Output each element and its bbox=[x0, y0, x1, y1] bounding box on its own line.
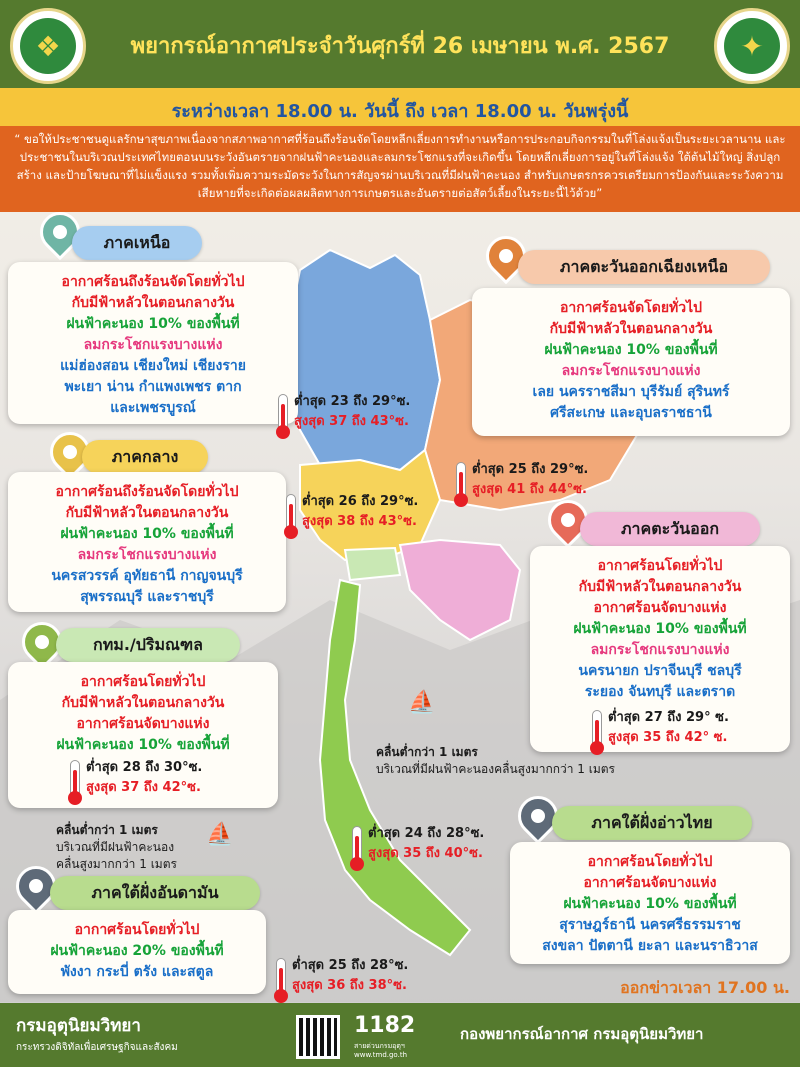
thermometer-icon bbox=[278, 394, 288, 434]
hotline-subtext: สายด่วนกรมอุตุฯ www.tmd.go.th bbox=[354, 1042, 407, 1059]
east-line-7: ระยอง จันทบุรี และตราด bbox=[584, 684, 736, 700]
deity-emblem-icon: ❖ bbox=[20, 18, 76, 74]
footer-office: กองพยากรณ์อากาศ กรมอุตุนิยมวิทยา bbox=[460, 1025, 704, 1043]
north-line-3: ฝนฟ้าคะนอง 10% ของพื้นที่ bbox=[66, 316, 240, 332]
north-line-2: กับมีฟ้าหลัวในตอนกลางวัน bbox=[71, 295, 235, 311]
bangkok-line-1: อากาศร้อนโดยทั่วไป bbox=[80, 674, 206, 690]
south-andaman-temp-max: สูงสุด 36 ถึง 38°ซ. bbox=[292, 978, 407, 993]
gulf-wave-title: คลื่นต่ำกว่า 1 เมตร bbox=[376, 745, 478, 759]
north-temp-min: ต่ำสุด 23 ถึง 29°ซ. bbox=[294, 394, 411, 409]
bangkok-temperature bbox=[70, 758, 202, 800]
thermometer-icon bbox=[286, 494, 296, 534]
south-gulf-temp-min: ต่ำสุด 24 ถึง 28°ซ. bbox=[368, 826, 485, 841]
northeast-line-4: ลมกระโชกแรงบางแห่ง bbox=[561, 363, 701, 379]
tab-south-andaman: ภาคใต้ฝั่งอันดามัน bbox=[50, 876, 260, 910]
bangkok-line-4: ฝนฟ้าคะนอง 10% ของพื้นที่ bbox=[56, 737, 230, 753]
region-east-shape bbox=[400, 540, 520, 640]
east-line-1: อากาศร้อนโดยทั่วไป bbox=[597, 558, 723, 574]
tab-east: ภาคตะวันออก bbox=[580, 512, 760, 546]
bangkok-temp-min: ต่ำสุด 28 ถึง 30°ซ. bbox=[86, 760, 203, 775]
tab-central: ภาคกลาง bbox=[82, 440, 208, 474]
south-gulf-line-1: อากาศร้อนโดยทั่วไป bbox=[587, 854, 713, 870]
north-line-6: พะเยา น่าน กำแพงเพชร ตาก bbox=[64, 379, 242, 395]
south-andaman-temperature bbox=[276, 956, 408, 998]
gulf-wave-detail: บริเวณที่มีฝนฟ้าคะนองคลื่นสูงมากกว่า 1 เมตร bbox=[376, 762, 616, 776]
central-line-2: กับมีฟ้าหลัวในตอนกลางวัน bbox=[65, 505, 229, 521]
gulf-wave-note bbox=[376, 744, 676, 778]
sailboat-icon: ⛵ bbox=[408, 690, 436, 715]
east-line-5: ลมกระโชกแรงบางแห่ง bbox=[590, 642, 730, 658]
east-line-6: นครนายก ปราจีนบุรี ชลบุรี bbox=[578, 663, 742, 679]
north-line-1: อากาศร้อนถึงร้อนจัดโดยทั่วไป bbox=[61, 274, 245, 290]
northeast-line-3: ฝนฟ้าคะนอง 10% ของพื้นที่ bbox=[544, 342, 718, 358]
south-gulf-line-4: สุราษฎร์ธานี นครศรีธรรมราช bbox=[559, 917, 741, 933]
logo-right bbox=[714, 8, 790, 84]
bangkok-temp-max: สูงสุด 37 ถึง 42°ซ. bbox=[86, 780, 201, 795]
south-gulf-line-2: อากาศร้อนจัดบางแห่ง bbox=[583, 875, 717, 891]
south-gulf-temp-max: สูงสุด 35 ถึง 40°ซ. bbox=[368, 846, 483, 861]
andaman-wave-detail-2: คลื่นสูงมากกว่า 1 เมตร bbox=[56, 857, 177, 871]
bangkok-line-3: อากาศร้อนจัดบางแห่ง bbox=[76, 716, 210, 732]
sailboat-icon: ⛵ bbox=[206, 822, 234, 847]
east-temp-min: ต่ำสุด 27 ถึง 29° ซ. bbox=[608, 710, 729, 725]
logo-left bbox=[10, 8, 86, 84]
south-gulf-line-3: ฝนฟ้าคะนอง 10% ของพื้นที่ bbox=[563, 896, 737, 912]
meteorological-department-seal-icon: ✦ bbox=[724, 18, 780, 74]
northeast-box bbox=[472, 288, 790, 436]
footer-ministry: กระทรวงดิจิทัลเพื่อเศรษฐกิจและสังคม bbox=[16, 1042, 178, 1053]
east-line-3: อากาศร้อนจัดบางแห่ง bbox=[593, 600, 727, 616]
issued-time: ออกข่าวเวลา 17.00 น. bbox=[620, 978, 790, 997]
central-line-1: อากาศร้อนถึงร้อนจัดโดยทั่วไป bbox=[55, 484, 239, 500]
andaman-wave-title: คลื่นต่ำกว่า 1 เมตร bbox=[56, 823, 158, 837]
northeast-temperature bbox=[456, 460, 588, 502]
south-gulf-temperature bbox=[352, 824, 484, 866]
tab-northeast: ภาคตะวันออกเฉียงเหนือ bbox=[518, 250, 770, 284]
northeast-line-5: เลย นครราชสีมา บุรีรัมย์ สุรินทร์ bbox=[532, 384, 730, 400]
south-andaman-line-1: อากาศร้อนโดยทั่วไป bbox=[74, 922, 200, 938]
northeast-line-6: ศรีสะเกษ และอุบลราชธานี bbox=[550, 405, 712, 421]
thermometer-icon bbox=[456, 462, 466, 502]
bangkok-line-2: กับมีฟ้าหลัวในตอนกลางวัน bbox=[61, 695, 225, 711]
central-box bbox=[8, 472, 286, 612]
south-andaman-temp-min: ต่ำสุด 25 ถึง 28°ซ. bbox=[292, 958, 409, 973]
andaman-wave-detail-1: บริเวณที่มีฝนฟ้าคะนอง bbox=[56, 840, 175, 854]
northeast-temp-min: ต่ำสุด 25 ถึง 29°ซ. bbox=[472, 462, 589, 477]
north-line-7: และเพชรบูรณ์ bbox=[110, 400, 196, 416]
andaman-wave-note bbox=[56, 822, 226, 873]
central-temp-max: สูงสุด 38 ถึง 43°ซ. bbox=[302, 514, 417, 529]
thermometer-icon bbox=[352, 826, 362, 866]
region-north-shape bbox=[285, 250, 440, 470]
northeast-temp-max: สูงสุด 41 ถึง 44°ซ. bbox=[472, 482, 587, 497]
footer-department: กรมอุตุนิยมวิทยา bbox=[16, 1016, 141, 1036]
central-line-5: นครสวรรค์ อุทัยธานี กาญจนบุรี bbox=[51, 568, 243, 584]
region-bangkok-shape bbox=[345, 548, 400, 580]
page-title: พยากรณ์อากาศประจำวันศุกร์ที่ 26 เมษายน พ.ศ. 2567 bbox=[130, 34, 670, 59]
central-line-4: ลมกระโชกแรงบางแห่ง bbox=[77, 547, 217, 563]
hotline-number: 1182 bbox=[354, 1013, 416, 1038]
central-temp-min: ต่ำสุด 26 ถึง 29°ซ. bbox=[302, 494, 419, 509]
south-gulf-box bbox=[510, 842, 790, 964]
east-temp-max: สูงสุด 35 ถึง 42° ซ. bbox=[608, 730, 728, 745]
advisory-text: “ ขอให้ประชาชนดูแลรักษาสุขภาพเนื่องจากสภาพอากาศที่ร้อนถึงร้อนจัดโดยหลีกเลี่ยงการทำงานหรือการประกอบกิจกรรมในที่โล่งแจ้งเป็นระยะเวลานาน และประชาชนในบริเวณประเทศไทยตอนบนระวังอันตรายจากฝนฟ้าคะนองและลมกระโชกแรงที่จะเกิดขึ้น โดยหลีกเลี่ยงการอยู่ในที่โล่งแจ้ง ใต้ต้นไม้ใหญ่ สิ่งปลูกสร้าง และป้ายโฆษณาที่ไม่แข็งแรง รวมทั้งเพิ่มความระมัดระวังในการสัญจรผ่านบริเวณที่มีฝนฟ้าคะนอง สำหรับเกษตรกรควรเตรียมการป้องกันและระวังความเสียหายที่จะเกิดต่อผลผลิตทางการเกษตรและอันตรายต่อสัตว์เลี้ยงในระยะนี้ไว้ด้วย” bbox=[0, 126, 800, 212]
thermometer-icon bbox=[276, 958, 286, 998]
east-line-4: ฝนฟ้าคะนอง 10% ของพื้นที่ bbox=[573, 621, 747, 637]
south-andaman-line-2: ฝนฟ้าคะนอง 20% ของพื้นที่ bbox=[50, 943, 224, 959]
tab-bangkok: กทม./ปริมณฑล bbox=[56, 628, 240, 662]
tab-south-gulf: ภาคใต้ฝั่งอ่าวไทย bbox=[552, 806, 752, 840]
central-line-6: สุพรรณบุรี และราชบุรี bbox=[80, 589, 214, 605]
tab-north: ภาคเหนือ bbox=[72, 226, 202, 260]
east-line-2: กับมีฟ้าหลัวในตอนกลางวัน bbox=[578, 579, 742, 595]
northeast-line-1: อากาศร้อนจัดโดยทั่วไป bbox=[559, 300, 703, 316]
north-line-5: แม่ฮ่องสอน เชียงใหม่ เชียงราย bbox=[60, 358, 246, 374]
south-gulf-line-5: สงขลา ปัตตานี ยะลา และนราธิวาส bbox=[542, 938, 758, 954]
north-box bbox=[8, 262, 298, 424]
north-line-4: ลมกระโชกแรงบางแห่ง bbox=[83, 337, 223, 353]
south-andaman-box bbox=[8, 910, 266, 994]
north-temp-max: สูงสุด 37 ถึง 43°ซ. bbox=[294, 414, 409, 429]
qr-code-icon[interactable] bbox=[296, 1015, 340, 1059]
northeast-line-2: กับมีฟ้าหลัวในตอนกลางวัน bbox=[549, 321, 713, 337]
central-temperature bbox=[286, 492, 418, 534]
south-andaman-line-3: พังงา กระบี่ ตรัง และสตูล bbox=[60, 964, 214, 980]
central-line-3: ฝนฟ้าคะนอง 10% ของพื้นที่ bbox=[60, 526, 234, 542]
thermometer-icon bbox=[70, 760, 80, 800]
forecast-period: ระหว่างเวลา 18.00 น. วันนี้ ถึง เวลา 18.00 น. วันพรุ่งนี้ bbox=[171, 101, 629, 122]
north-temperature bbox=[278, 392, 410, 434]
